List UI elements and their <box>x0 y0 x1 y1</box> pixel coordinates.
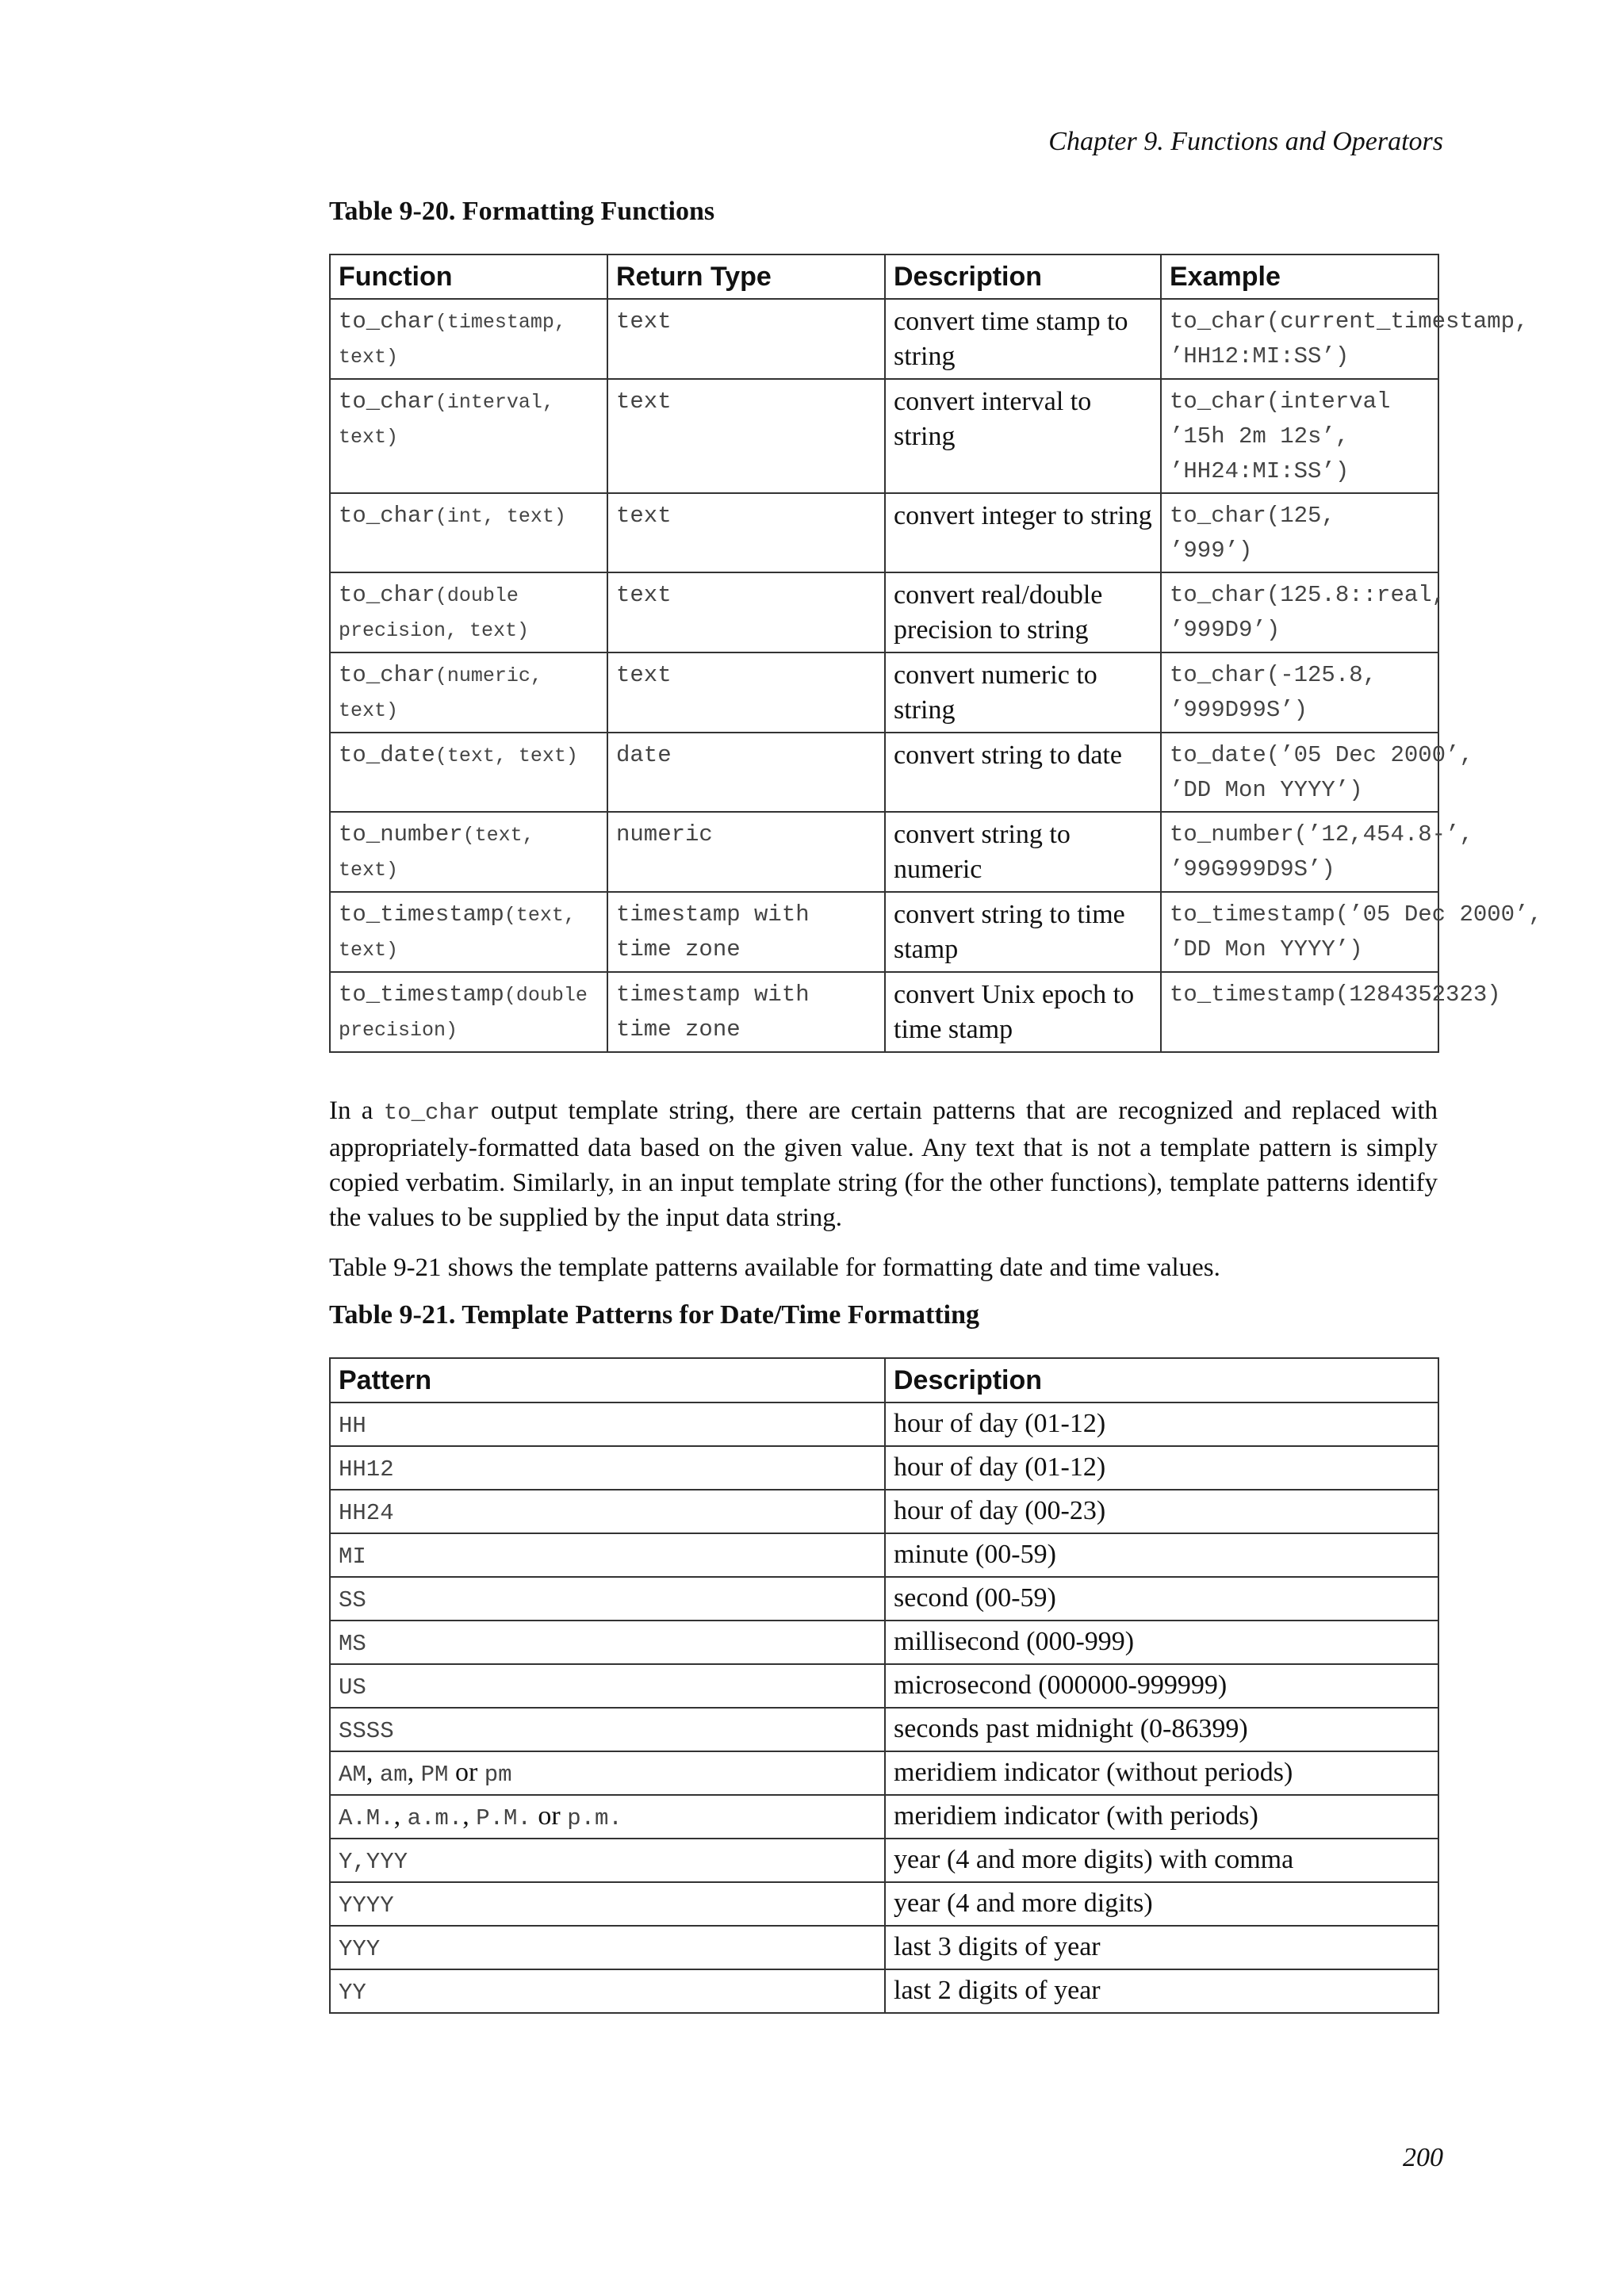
table-row <box>330 1926 1438 1969</box>
example-line: to_timestamp(’05 Dec 2000’, <box>1170 901 1542 928</box>
table-row <box>330 1969 1438 2013</box>
pattern-separator: , <box>366 1758 380 1787</box>
pattern-separator: or <box>448 1758 485 1787</box>
example-cell <box>1161 379 1438 493</box>
description-cell: convert Unix epoch to time stamp <box>885 972 1161 1052</box>
function-cell <box>330 812 607 892</box>
function-args: text) <box>339 426 399 449</box>
function-args: (int, text) <box>435 505 566 528</box>
example-cell <box>1161 972 1501 1052</box>
return-type-cell <box>607 812 885 892</box>
pattern-code: YYYY <box>339 1892 394 1919</box>
function-args: (double <box>435 584 519 607</box>
example-line: ’DD Mon YYYY’) <box>1170 777 1363 803</box>
table-9-21-caption: Table 9-21. Template Patterns for Date/Time Formatting <box>329 1300 980 1330</box>
return-type-cell <box>607 652 885 733</box>
paragraph-text: In a <box>329 1096 384 1125</box>
table-row <box>330 972 1438 1052</box>
pattern-code: a.m. <box>407 1805 463 1831</box>
function-cell <box>330 733 607 812</box>
table-row <box>330 1751 1438 1795</box>
function-name: to_char <box>339 308 435 335</box>
function-args: (text, <box>504 904 576 927</box>
function-args: text) <box>339 346 399 369</box>
pattern-description: year (4 and more digits) with comma <box>885 1839 1438 1882</box>
pattern-description: hour of day (00-23) <box>885 1490 1438 1533</box>
return-type: numeric <box>616 821 713 848</box>
pattern-cell <box>330 1795 885 1839</box>
example-line: ’15h 2m 12s’, <box>1170 423 1350 450</box>
return-type-cell <box>607 892 885 972</box>
pattern-code: YY <box>339 1980 366 2006</box>
pattern-cell <box>330 1751 885 1795</box>
function-name: to_timestamp <box>339 982 504 1008</box>
function-line <box>339 499 599 534</box>
pattern-cell <box>330 1446 885 1490</box>
function-cell <box>330 972 607 1052</box>
example-cell <box>1161 299 1529 379</box>
paragraph-text: output template string, there are certain patterns that are recognized and replaced with appropriately-formatted data based on the given value. Any text that is not a template pattern is simply copied verbatim. Similarly, in an input template string (for the other functions), template patterns identify the values to be supplied by the input data string. <box>329 1096 1438 1232</box>
return-type-cell <box>607 572 885 652</box>
function-args: (double <box>504 984 588 1007</box>
function-args: (text, <box>462 824 534 847</box>
function-line <box>339 385 599 420</box>
pattern-cell <box>330 1402 885 1446</box>
example-line: to_char(125, <box>1170 503 1335 529</box>
description-cell: convert time stamp to string <box>885 299 1161 379</box>
function-args: text) <box>339 859 399 882</box>
pattern-cell <box>330 1490 885 1533</box>
pattern-code: SS <box>339 1587 366 1613</box>
pattern-cell <box>330 1882 885 1926</box>
pattern-code: pm <box>484 1762 512 1788</box>
pattern-cell <box>330 1577 885 1621</box>
table-row <box>330 1882 1438 1926</box>
column-header: Pattern <box>330 1358 885 1402</box>
example-line: to_timestamp(1284352323) <box>1170 982 1501 1008</box>
table-row <box>330 812 1438 892</box>
return-type: text <box>616 503 672 529</box>
table-row <box>330 1533 1438 1577</box>
pattern-description: last 2 digits of year <box>885 1969 1438 2013</box>
function-line <box>339 578 599 614</box>
pattern-cell <box>330 1708 885 1751</box>
running-header: Chapter 9. Functions and Operators <box>1048 127 1443 156</box>
table-9-20-caption: Table 9-20. Formatting Functions <box>329 197 715 226</box>
description-cell: convert string to date <box>885 733 1161 812</box>
description-cell: convert string to numeric <box>885 812 1161 892</box>
return-type-cell <box>607 299 885 379</box>
table-row <box>330 1577 1438 1621</box>
example-cell <box>1161 812 1473 892</box>
pattern-code: HH24 <box>339 1500 394 1526</box>
pattern-code: Y,YYY <box>339 1849 408 1875</box>
pattern-description: hour of day (01-12) <box>885 1446 1438 1490</box>
pattern-separator: , <box>407 1758 421 1787</box>
pattern-description: seconds past midnight (0-86399) <box>885 1708 1438 1751</box>
return-type-cell <box>607 493 885 572</box>
table-row <box>330 572 1438 652</box>
table-row <box>330 1402 1438 1446</box>
table-row <box>330 1490 1438 1533</box>
pattern-description: hour of day (01-12) <box>885 1402 1438 1446</box>
function-args: (interval, <box>435 391 554 414</box>
pattern-cell <box>330 1969 885 2013</box>
pattern-code: PM <box>420 1762 449 1788</box>
pattern-description: second (00-59) <box>885 1577 1438 1621</box>
description-cell: convert interval to string <box>885 379 1161 493</box>
example-line: ’HH12:MI:SS’) <box>1170 343 1350 369</box>
return-type-cell <box>607 733 885 812</box>
function-name: to_timestamp <box>339 901 504 928</box>
return-type: text <box>616 308 672 335</box>
pattern-separator: , <box>462 1801 477 1831</box>
example-cell <box>1161 572 1446 652</box>
pattern-description: minute (00-59) <box>885 1533 1438 1577</box>
function-line <box>339 978 599 1013</box>
return-type: time zone <box>616 1016 741 1043</box>
example-line: to_date(’05 Dec 2000’, <box>1170 742 1473 768</box>
example-cell <box>1161 892 1542 972</box>
function-name: to_date <box>339 742 435 768</box>
example-line: to_char(-125.8, <box>1170 662 1377 688</box>
function-args: (text, text) <box>435 744 578 767</box>
function-args: precision, text) <box>339 619 530 642</box>
pattern-code: P.M. <box>476 1805 531 1831</box>
return-type: time zone <box>616 936 741 962</box>
function-cell <box>330 299 607 379</box>
example-line: ’999D9’) <box>1170 617 1281 643</box>
pattern-code: YYY <box>339 1936 381 1962</box>
return-type: timestamp with <box>616 901 810 928</box>
example-line: ’999’) <box>1170 538 1253 564</box>
function-name: to_number <box>339 821 463 848</box>
pattern-cell <box>330 1533 885 1577</box>
table-row <box>330 493 1438 572</box>
return-type: text <box>616 582 672 608</box>
body-paragraph: Table 9-21 shows the template patterns available for formatting date and time values. <box>329 1253 1220 1282</box>
pattern-code: A.M. <box>339 1805 394 1831</box>
function-name: to_char <box>339 503 435 529</box>
pattern-description: microsecond (000000-999999) <box>885 1664 1438 1708</box>
table-row <box>330 1795 1438 1839</box>
pattern-code: AM <box>339 1762 366 1788</box>
pattern-code: MS <box>339 1631 366 1657</box>
function-cell <box>330 572 607 652</box>
example-line: ’DD Mon YYYY’) <box>1170 936 1363 962</box>
return-type: date <box>616 742 672 768</box>
example-cell <box>1161 493 1438 572</box>
example-line: ’99G999D9S’) <box>1170 856 1335 882</box>
pattern-code: MI <box>339 1544 366 1570</box>
function-line <box>339 817 599 853</box>
example-cell <box>1161 733 1473 812</box>
example-line: to_char(interval <box>1170 388 1391 415</box>
example-line: to_char(125.8::real, <box>1170 582 1446 608</box>
function-line <box>339 897 599 933</box>
function-cell <box>330 652 607 733</box>
table-row <box>330 1664 1438 1708</box>
function-cell <box>330 892 607 972</box>
table-row <box>330 733 1438 812</box>
example-line: ’HH24:MI:SS’) <box>1170 458 1350 484</box>
function-args: (numeric, <box>435 664 542 687</box>
function-line <box>339 738 599 774</box>
function-line <box>339 304 599 340</box>
pattern-code: SSSS <box>339 1718 394 1744</box>
pattern-cell <box>330 1839 885 1882</box>
column-header: Example <box>1161 254 1438 299</box>
pattern-cell <box>330 1621 885 1664</box>
return-type-cell <box>607 972 885 1052</box>
pattern-code: am <box>379 1762 408 1788</box>
example-cell <box>1161 652 1438 733</box>
pattern-cell <box>330 1926 885 1969</box>
pattern-separator: , <box>393 1801 408 1831</box>
page-number: 200 <box>1403 2143 1443 2172</box>
function-name: to_char <box>339 662 435 688</box>
function-args: precision) <box>339 1019 458 1042</box>
pattern-description: last 3 digits of year <box>885 1926 1438 1969</box>
function-cell <box>330 379 607 493</box>
function-args: text) <box>339 939 399 962</box>
pattern-code: p.m. <box>567 1805 622 1831</box>
description-cell: convert real/double precision to string <box>885 572 1161 652</box>
description-cell: convert numeric to string <box>885 652 1161 733</box>
pattern-description: meridiem indicator (without periods) <box>885 1751 1438 1795</box>
table-row <box>330 299 1438 379</box>
formatting-functions-table <box>329 254 1542 1053</box>
table-row <box>330 652 1438 733</box>
description-cell: convert integer to string <box>885 493 1161 572</box>
example-line: ’999D99S’) <box>1170 697 1308 723</box>
function-name: to_char <box>339 388 435 415</box>
pattern-code: US <box>339 1674 366 1701</box>
table-row <box>330 1446 1438 1490</box>
body-paragraph <box>329 1093 1438 1235</box>
pattern-separator: or <box>530 1801 568 1831</box>
example-line: to_char(current_timestamp, <box>1170 308 1529 335</box>
description-cell: convert string to time stamp <box>885 892 1161 972</box>
table-row <box>330 892 1438 972</box>
function-cell <box>330 493 607 572</box>
pattern-description: millisecond (000-999) <box>885 1621 1438 1664</box>
pattern-cell <box>330 1664 885 1708</box>
column-header: Description <box>885 254 1161 299</box>
return-type: timestamp with <box>616 982 810 1008</box>
function-args: (timestamp, <box>435 311 566 334</box>
return-type-cell <box>607 379 885 493</box>
table-row <box>330 1839 1438 1882</box>
pattern-description: meridiem indicator (with periods) <box>885 1795 1438 1839</box>
function-name: to_char <box>339 582 435 608</box>
table-row <box>330 379 1438 493</box>
function-line <box>339 658 599 694</box>
column-header: Function <box>330 254 607 299</box>
column-header: Return Type <box>607 254 885 299</box>
column-header: Description <box>885 1358 1438 1402</box>
pattern-code: HH <box>339 1413 366 1439</box>
pattern-description: year (4 and more digits) <box>885 1882 1438 1926</box>
table-row <box>330 1621 1438 1664</box>
table-row <box>330 1708 1438 1751</box>
return-type: text <box>616 662 672 688</box>
template-patterns-table <box>329 1357 1439 2014</box>
pattern-code: HH12 <box>339 1456 394 1483</box>
inline-code: to_char <box>383 1100 481 1126</box>
table-header-row <box>330 254 1438 299</box>
function-args: text) <box>339 699 399 722</box>
table-header-row <box>330 1358 1438 1402</box>
return-type: text <box>616 388 672 415</box>
example-line: to_number(’12,454.8-’, <box>1170 821 1473 848</box>
